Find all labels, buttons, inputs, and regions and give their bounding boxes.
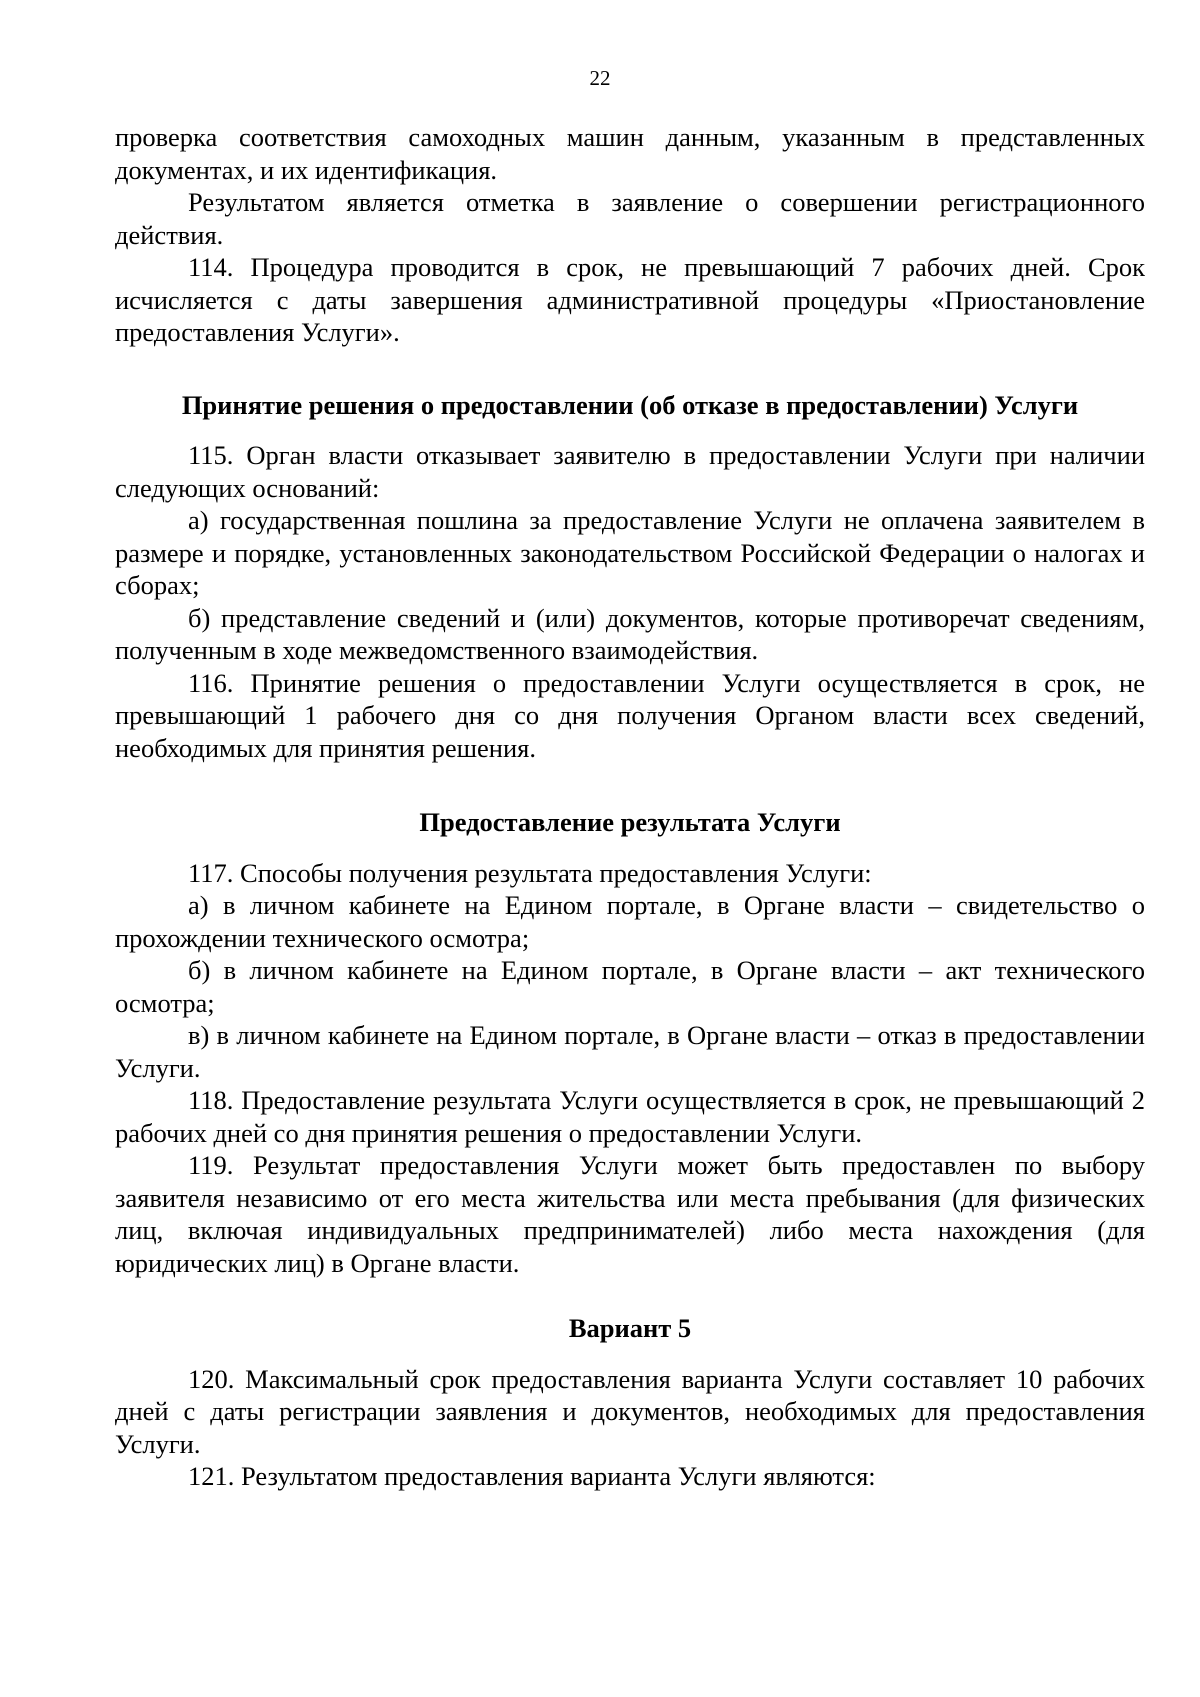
section-heading-variant-5: Вариант 5 (568, 1313, 692, 1343)
paragraph-121: 121. Результатом предоставления варианта Услуги являются: (188, 1461, 876, 1491)
section-heading-result: Предоставление результата Услуги (419, 807, 841, 837)
paragraph-116: 116. Принятие решения о предоставлении Услуги осуществляется в срок, не превышающий 1 рабочего дня со дня получения Органом власти всех сведений, необходимых для принятия решения. (115, 667, 1145, 763)
paragraph-115: 115. Орган власти отказывает заявителю в предоставлении Услуги при наличии следующих оснований: (115, 440, 1145, 503)
paragraph-118: 118. Предоставление результата Услуги осуществляется в срок, не превышающий 2 рабочих дней со дня принятия решения о предоставлении Услуги. (115, 1085, 1145, 1148)
paragraph-115-b: б) представление сведений и (или) документов, которые противоречат сведениям, полученным в ходе межведомственного взаимодействия. (115, 602, 1145, 665)
paragraph-117-v: в) в личном кабинете на Едином портале, в Органе власти – отказ в предоставлении Услуги. (115, 1020, 1145, 1083)
page-number: 22 (589, 66, 611, 90)
paragraph-114: 114. Процедура проводится в срок, не превышающий 7 рабочих дней. Срок исчисляется с даты завершения административной процедуры «Приостановление предоставления Услуги». (115, 252, 1145, 347)
paragraph-117: 117. Способы получения результата предоставления Услуги: (188, 857, 872, 888)
paragraph-vehicle-check: проверка соответствия самоходных машин данным, указанным в представленных документах, и их идентификация. (115, 122, 1145, 185)
paragraph-117-b: б) в личном кабинете на Едином портале, в Органе власти – акт технического осмотра; (115, 955, 1145, 1018)
paragraph-result-mark: Результатом является отметка в заявление о совершении регистрационного действия. (115, 187, 1145, 250)
section-heading-decision: Принятие решения о предоставлении (об отказе в предоставлении) Услуги (181, 389, 1079, 420)
paragraph-119: 119. Результат предоставления Услуги может быть предоставлен по выбору заявителя независимо от его места жительства или места пребывания (для физических лиц, включая индивидуальных предпринимателей) либо места нахождения (для юридических лиц) в Органе власти. (115, 1150, 1145, 1278)
paragraph-115-a: а) государственная пошлина за предоставление Услуги не оплачена заявителем в размере и порядке, установленных законодательством Российской Федерации о налогах и сборах; (115, 505, 1145, 600)
paragraph-117-a: а) в личном кабинете на Едином портале, в Органе власти – свидетельство о прохождении технического осмотра; (115, 890, 1145, 953)
paragraph-120: 120. Максимальный срок предоставления варианта Услуги составляет 10 рабочих дней с даты регистрации заявления и документов, необходимых для предоставления Услуги. (115, 1363, 1145, 1459)
document-body (115, 121, 1145, 1493)
